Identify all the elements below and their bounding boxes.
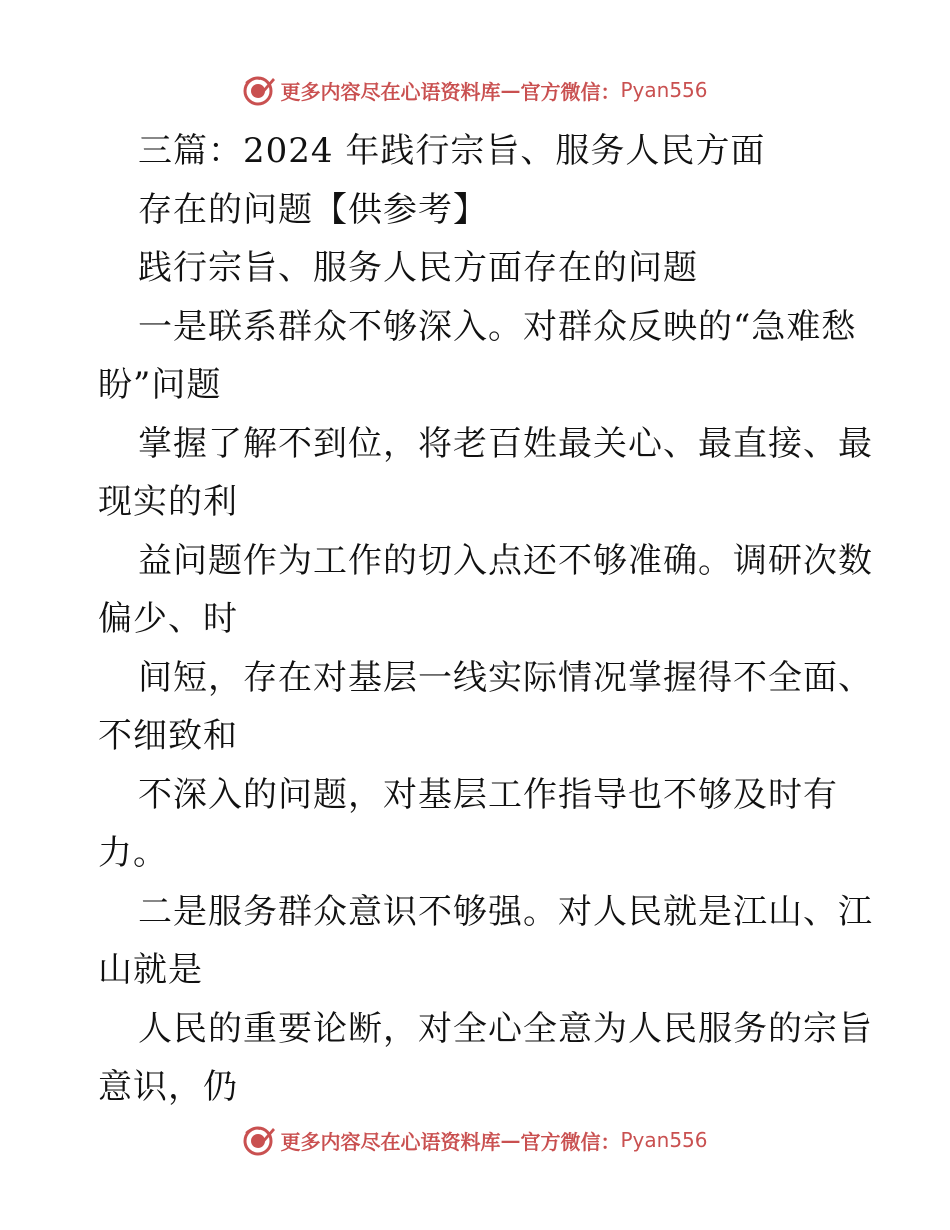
ink-pen-logo-icon (242, 73, 276, 107)
paragraph-line: 一是联系群众不够深入。对群众反映的“急难愁 (138, 306, 857, 347)
paragraph-line: 三篇：2024 年践行宗旨、服务人民方面 (138, 131, 766, 171)
banner-wechat-label: 官方微信： (520, 1129, 621, 1154)
paragraph-line: 掌握了解不到位，将老百姓最关心、最直接、最 (138, 423, 873, 464)
paragraph-line: 人民的重要论断，对全心全意为人民服务的宗旨 (138, 1008, 873, 1049)
paragraph-line: 盼”问题 (98, 365, 222, 405)
paragraph-line: 践行宗旨、服务人民方面存在的问题 (138, 248, 698, 288)
footer-banner (0, 1120, 950, 1160)
paragraph-line: 意识，仍 (98, 1067, 238, 1107)
banner-wechat-id: Pyan556 (620, 78, 708, 102)
header-banner (0, 70, 950, 110)
paragraph-line: 二是服务群众意识不够强。对人民就是江山、江 (138, 891, 873, 932)
paragraph-line: 存在的问题【供参考】 (138, 189, 488, 230)
paragraph-line: 益问题作为工作的切入点还不够准确。调研次数 (138, 540, 873, 581)
banner-separator: — (500, 78, 521, 102)
paragraph-line: 间短，存在对基层一线实际情况掌握得不全面、 (138, 657, 873, 698)
paragraph-line: 现实的利 (98, 482, 238, 522)
banner-wechat-label: 官方微信： (520, 79, 621, 104)
paragraph-line: 不深入的问题，对基层工作指导也不够及时有 (138, 774, 838, 815)
document-body (98, 122, 873, 1117)
paragraph-line: 山就是 (98, 950, 203, 990)
paragraph-line: 力。 (98, 833, 168, 873)
banner-brand-text: 更多内容尽在心语资料库 (280, 79, 501, 104)
paragraph-line: 偏少、时 (98, 599, 238, 639)
banner-wechat-id: Pyan556 (620, 1128, 708, 1152)
paragraph-line: 不细致和 (98, 716, 238, 756)
banner-separator: — (500, 1128, 521, 1152)
footer-banner-content (242, 1123, 707, 1157)
header-banner-content (242, 73, 707, 107)
banner-brand-text: 更多内容尽在心语资料库 (280, 1129, 501, 1154)
ink-pen-logo-icon (242, 1123, 276, 1157)
